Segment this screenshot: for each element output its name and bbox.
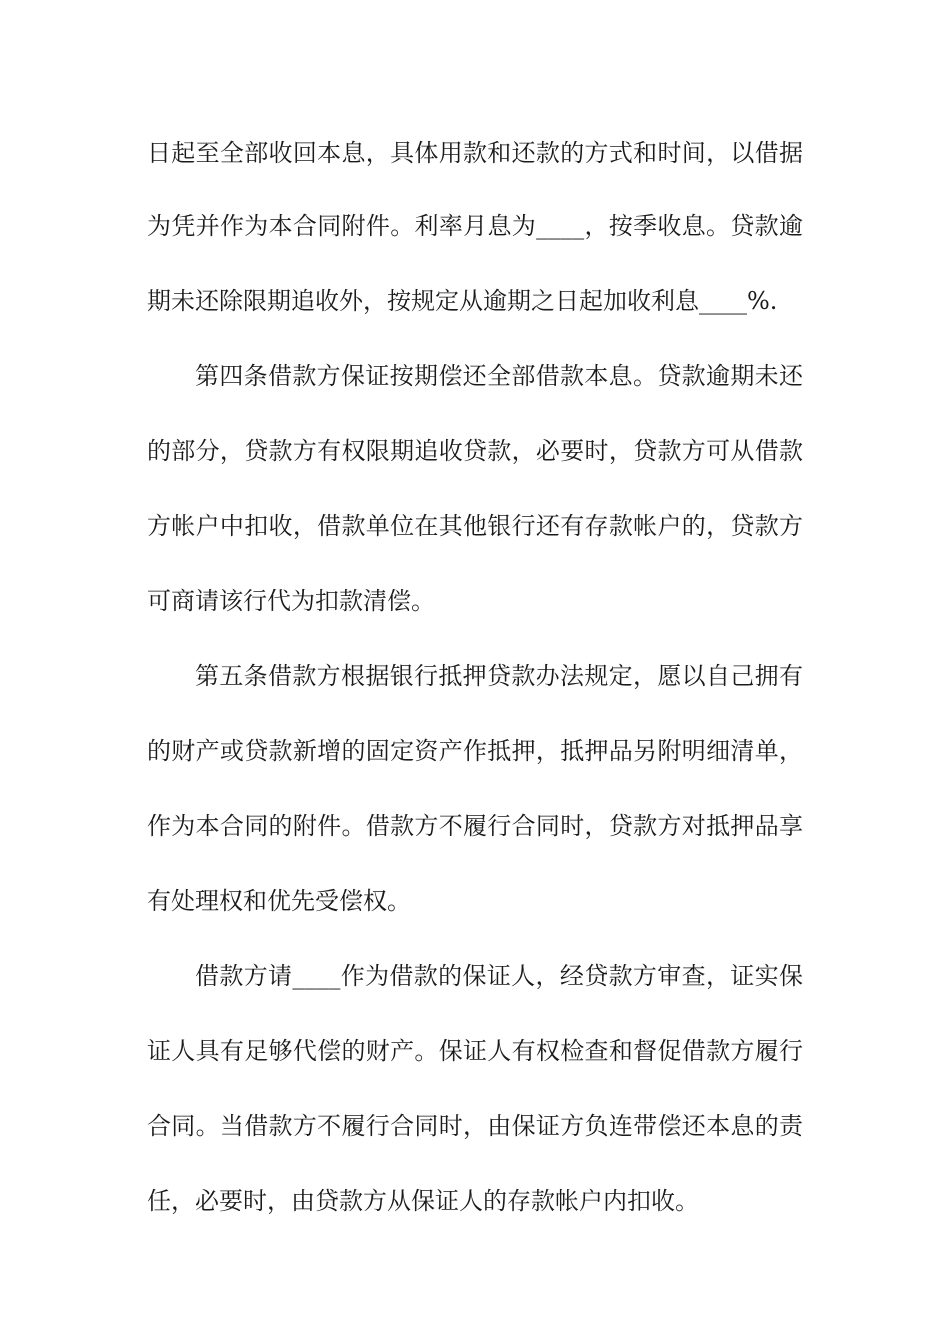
paragraph-line: 合同。当借款方不履行合同时，由保证方负连带偿还本息的责 [147, 1112, 803, 1140]
paragraph-line: 的财产或贷款新增的固定资产作抵押，抵押品另附明细清单， [147, 737, 803, 765]
paragraph-line: 第四条借款方保证按期偿还全部借款本息。贷款逾期未还 [195, 362, 803, 390]
paragraph-line: 证人具有足够代偿的财产。保证人有权检查和督促借款方履行 [147, 1037, 803, 1065]
paragraph-line: 日起至全部收回本息，具体用款和还款的方式和时间，以借据 [147, 139, 803, 167]
paragraph-line: 为凭并作为本合同附件。利率月息为____，按季收息。贷款逾 [147, 212, 803, 240]
paragraph-line: 期未还除限期追收外，按规定从逾期之日起加收利息____%. [147, 287, 778, 315]
paragraph-line: 第五条借款方根据银行抵押贷款办法规定，愿以自己拥有 [195, 662, 803, 690]
paragraph-line: 有处理权和优先受偿权。 [147, 887, 411, 915]
paragraph-line: 的部分，贷款方有权限期追收贷款，必要时，贷款方可从借款 [147, 437, 803, 465]
paragraph-line: 任，必要时，由贷款方从保证人的存款帐户内扣收。 [147, 1187, 699, 1215]
paragraph-line: 方帐户中扣收，借款单位在其他银行还有存款帐户的，贷款方 [147, 512, 803, 540]
paragraph-line: 作为本合同的附件。借款方不履行合同时，贷款方对抵押品享 [147, 812, 803, 840]
paragraph-line: 借款方请____作为借款的保证人，经贷款方审查，证实保 [195, 962, 803, 990]
paragraph-line: 可商请该行代为扣款清偿。 [147, 587, 435, 615]
